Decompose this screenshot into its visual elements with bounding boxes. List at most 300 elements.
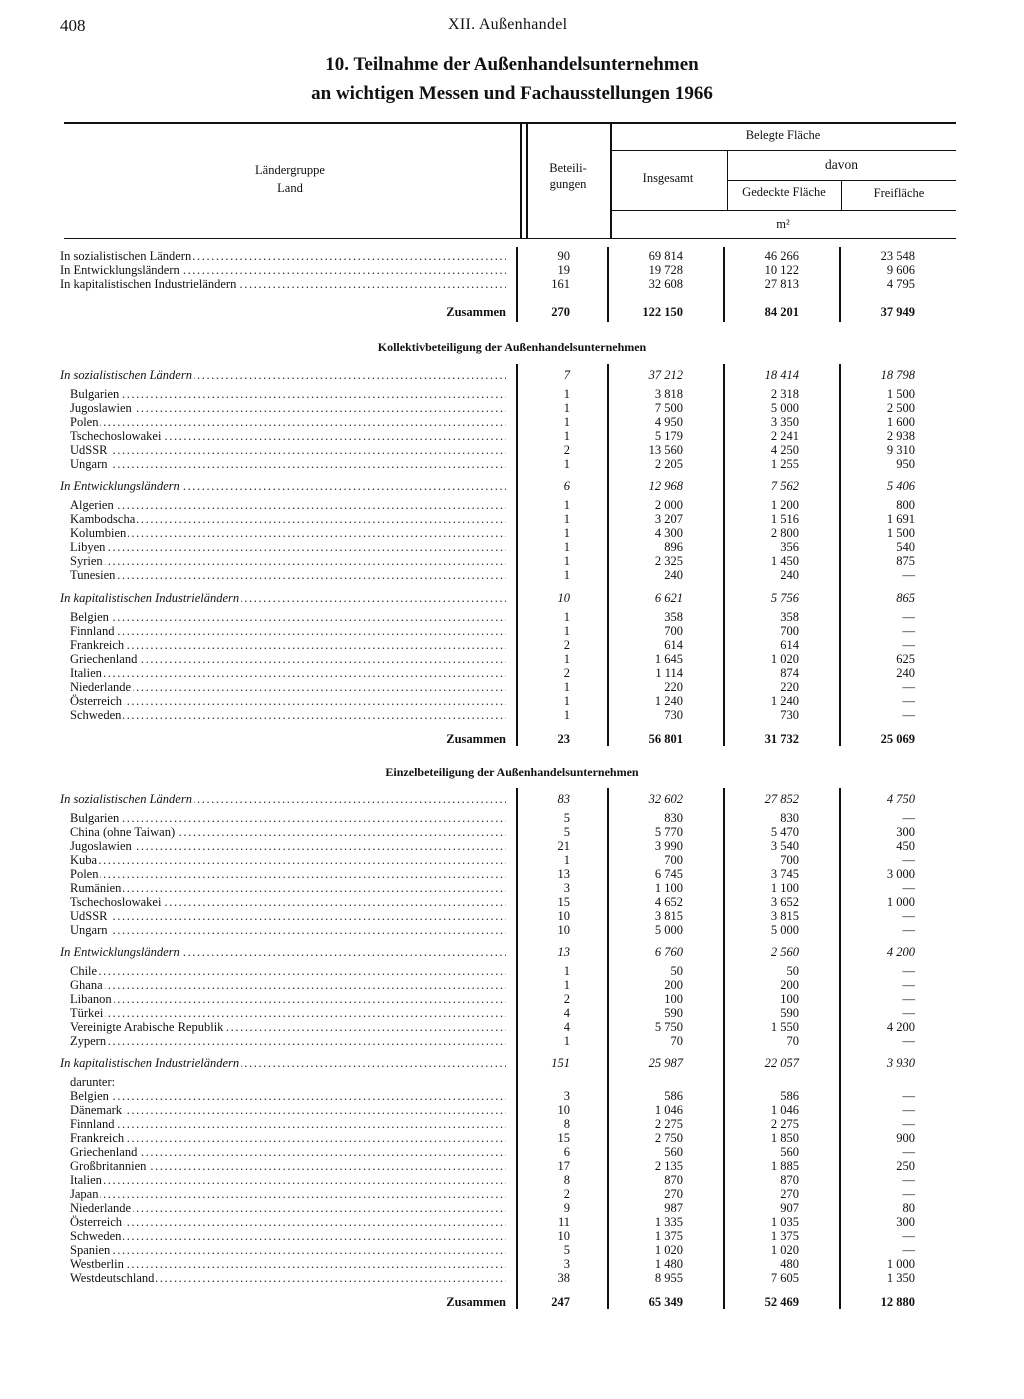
value-beteiligungen: 161 [551, 277, 570, 291]
value-gedeckte-flaeche: 730 [780, 708, 799, 722]
row-label: Rumänien [70, 881, 122, 895]
value-gedeckte-flaeche: 830 [780, 811, 799, 825]
value-gedeckte-flaeche: 5 470 [770, 825, 799, 839]
row-label: Japan [70, 1187, 99, 1201]
value-beteiligungen: 1 [563, 415, 570, 429]
leader-dots [70, 867, 506, 881]
row-label: Tschechoslowakei [70, 895, 162, 909]
total-row [0, 1295, 1024, 1309]
value-gedeckte-flaeche: 3 815 [770, 909, 799, 923]
value-insgesamt: 4 652 [654, 895, 683, 909]
value-insgesamt: 200 [664, 978, 683, 992]
table-row [0, 1201, 1024, 1215]
total-row [0, 305, 1024, 319]
group-row [0, 1056, 1024, 1070]
value-insgesamt: 1 375 [654, 1229, 683, 1243]
value-freiflaeche: 1 000 [886, 1257, 915, 1271]
value-freiflaeche: 1 500 [886, 387, 915, 401]
value-beteiligungen: 4 [563, 1020, 570, 1034]
row-label: Dänemark [70, 1103, 123, 1117]
value-gedeckte-flaeche: 590 [780, 1006, 799, 1020]
row-label: Bulgarien [70, 811, 120, 825]
value-insgesamt: 2 325 [654, 554, 683, 568]
row-label: Finnland [70, 624, 115, 638]
leader-dots [70, 443, 506, 457]
value-freiflaeche: — [902, 1117, 915, 1131]
value-beteiligungen: 1 [563, 652, 570, 666]
row-label: In Entwicklungsländern [60, 945, 180, 959]
value-freiflaeche: — [902, 964, 915, 978]
value-insgesamt: 700 [664, 853, 683, 867]
value-gedeckte-flaeche: 100 [780, 992, 799, 1006]
table-row [0, 415, 1024, 429]
value-freiflaeche: 4 750 [886, 792, 915, 806]
value-beteiligungen: 23 [557, 732, 570, 746]
row-label: Tschechoslowakei [70, 429, 162, 443]
value-beteiligungen: 1 [563, 610, 570, 624]
value-freiflaeche: — [902, 881, 915, 895]
value-gedeckte-flaeche: 200 [780, 978, 799, 992]
table-row [0, 1229, 1024, 1243]
value-freiflaeche: 865 [896, 591, 915, 605]
value-gedeckte-flaeche: 7 562 [770, 479, 799, 493]
table-row [0, 1089, 1024, 1103]
section-heading-kollektiv: Kollektivbeteiligung der Außenhandelsunternehmen [377, 340, 647, 354]
value-gedeckte-flaeche: 220 [780, 680, 799, 694]
value-freiflaeche: — [902, 638, 915, 652]
value-gedeckte-flaeche: 46 266 [764, 249, 799, 263]
value-gedeckte-flaeche: 1 020 [770, 652, 799, 666]
value-beteiligungen: 1 [563, 694, 570, 708]
leader-dots [70, 1006, 506, 1020]
column-rule [839, 788, 841, 1309]
value-freiflaeche: 5 406 [886, 479, 915, 493]
row-label: Zypern [70, 1034, 107, 1048]
value-beteiligungen: 1 [563, 680, 570, 694]
table-row [0, 923, 1024, 937]
value-freiflaeche: 800 [896, 498, 915, 512]
value-gedeckte-flaeche: 356 [780, 540, 799, 554]
value-freiflaeche: 4 200 [886, 945, 915, 959]
value-beteiligungen: 1 [563, 554, 570, 568]
value-beteiligungen: 6 [563, 479, 570, 493]
value-beteiligungen: 2 [563, 443, 570, 457]
value-insgesamt: 220 [664, 680, 683, 694]
value-beteiligungen: 5 [563, 825, 570, 839]
table-row [0, 429, 1024, 443]
value-freiflaeche: 2 938 [886, 429, 915, 443]
header-divider [520, 122, 522, 238]
table-row [0, 526, 1024, 540]
value-insgesamt: 6 745 [654, 867, 683, 881]
value-insgesamt: 896 [664, 540, 683, 554]
value-freiflaeche: 250 [896, 1159, 915, 1173]
value-insgesamt: 56 801 [648, 732, 683, 746]
value-insgesamt: 1 480 [654, 1257, 683, 1271]
row-label: Jugoslawien [70, 401, 132, 415]
table-row [0, 708, 1024, 722]
value-beteiligungen: 13 [557, 867, 570, 881]
value-beteiligungen: 2 [563, 638, 570, 652]
value-freiflaeche: 950 [896, 457, 915, 471]
value-freiflaeche: — [902, 694, 915, 708]
row-label: Algerien [70, 498, 114, 512]
value-freiflaeche: — [902, 1243, 915, 1257]
value-gedeckte-flaeche: 31 732 [764, 732, 799, 746]
leader-dots [70, 881, 506, 895]
value-insgesamt: 3 815 [654, 909, 683, 923]
table-row [0, 680, 1024, 694]
value-beteiligungen: 1 [563, 429, 570, 443]
value-gedeckte-flaeche: 480 [780, 1257, 799, 1271]
leader-dots [70, 923, 506, 937]
row-label: China (ohne Taiwan) [70, 825, 176, 839]
value-beteiligungen: 1 [563, 708, 570, 722]
value-freiflaeche: — [902, 708, 915, 722]
value-freiflaeche: 9 606 [886, 263, 915, 277]
value-beteiligungen: 10 [557, 923, 570, 937]
value-beteiligungen: 5 [563, 811, 570, 825]
value-freiflaeche: — [902, 624, 915, 638]
column-rule [723, 364, 725, 746]
leader-dots [70, 666, 506, 680]
value-insgesamt: 3 818 [654, 387, 683, 401]
value-freiflaeche: — [902, 1229, 915, 1243]
row-label: Frankreich [70, 1131, 125, 1145]
leader-dots [70, 811, 506, 825]
value-gedeckte-flaeche: 1 240 [770, 694, 799, 708]
row-label: Jugoslawien [70, 839, 132, 853]
leader-dots [70, 708, 506, 722]
value-freiflaeche: — [902, 1089, 915, 1103]
value-gedeckte-flaeche: 3 652 [770, 895, 799, 909]
value-gedeckte-flaeche: 84 201 [764, 305, 799, 319]
leader-dots [70, 415, 506, 429]
row-label: darunter: [70, 1075, 116, 1089]
table-row [0, 978, 1024, 992]
leader-dots [70, 1173, 506, 1187]
table-row [0, 1187, 1024, 1201]
value-beteiligungen: 2 [563, 666, 570, 680]
group-row [0, 591, 1024, 605]
value-insgesamt: 32 602 [648, 792, 683, 806]
value-insgesamt: 1 645 [654, 652, 683, 666]
value-freiflaeche: — [902, 978, 915, 992]
row-label: Frankreich [70, 638, 125, 652]
leader-dots [70, 387, 506, 401]
table-row [0, 443, 1024, 457]
row-label: Zusammen [446, 732, 506, 746]
group-row [0, 945, 1024, 959]
leader-dots [70, 401, 506, 415]
value-freiflaeche: — [902, 1103, 915, 1117]
leader-dots [70, 1229, 506, 1243]
value-insgesamt: 7 500 [654, 401, 683, 415]
table-row [0, 624, 1024, 638]
col-header-land-2: Land [277, 181, 303, 195]
value-freiflaeche: 1 350 [886, 1271, 915, 1285]
value-beteiligungen: 10 [557, 909, 570, 923]
value-gedeckte-flaeche: 5 756 [770, 591, 799, 605]
column-rule [607, 364, 609, 746]
value-gedeckte-flaeche: 10 122 [764, 263, 799, 277]
row-label: Niederlande [70, 680, 132, 694]
value-gedeckte-flaeche: 870 [780, 1173, 799, 1187]
value-gedeckte-flaeche: 586 [780, 1089, 799, 1103]
column-rule [839, 247, 841, 322]
value-beteiligungen: 10 [557, 591, 570, 605]
header-rule [610, 150, 956, 151]
column-rule [723, 788, 725, 1309]
value-beteiligungen: 6 [563, 1145, 570, 1159]
value-insgesamt: 4 950 [654, 415, 683, 429]
column-rule [607, 247, 609, 322]
value-insgesamt: 6 621 [654, 591, 683, 605]
value-beteiligungen: 8 [563, 1173, 570, 1187]
table-row [0, 1243, 1024, 1257]
value-freiflaeche: — [902, 923, 915, 937]
row-label: In sozialistischen Ländern [60, 249, 192, 263]
row-label: Vereinigte Arabische Republik [70, 1020, 224, 1034]
value-freiflaeche: — [902, 1145, 915, 1159]
leader-dots [70, 1215, 506, 1229]
col-header-belegte-flaeche: Belegte Fläche [745, 128, 821, 142]
value-gedeckte-flaeche: 7 605 [770, 1271, 799, 1285]
leader-dots [70, 526, 506, 540]
table-row [0, 825, 1024, 839]
value-beteiligungen: 1 [563, 853, 570, 867]
leader-dots [70, 1117, 506, 1131]
value-insgesamt: 1 020 [654, 1243, 683, 1257]
leader-dots [70, 680, 506, 694]
value-beteiligungen: 1 [563, 964, 570, 978]
row-label: Libyen [70, 540, 106, 554]
value-freiflaeche: 450 [896, 839, 915, 853]
value-gedeckte-flaeche: 1 020 [770, 1243, 799, 1257]
value-gedeckte-flaeche: 4 250 [770, 443, 799, 457]
value-insgesamt: 2 275 [654, 1117, 683, 1131]
col-header-gedeckte-flaeche: Gedeckte Fläche [742, 185, 826, 199]
table-row [0, 1117, 1024, 1131]
table-row [0, 610, 1024, 624]
value-gedeckte-flaeche: 1 850 [770, 1131, 799, 1145]
row-label: In Entwicklungsländern [60, 479, 180, 493]
header-rule [610, 210, 956, 211]
leader-dots [70, 498, 506, 512]
row-label: Italien [70, 666, 102, 680]
value-gedeckte-flaeche: 358 [780, 610, 799, 624]
value-beteiligungen: 1 [563, 387, 570, 401]
leader-dots [70, 1243, 506, 1257]
value-insgesamt: 13 560 [648, 443, 683, 457]
value-freiflaeche: 18 798 [880, 368, 915, 382]
value-freiflaeche: 300 [896, 825, 915, 839]
value-insgesamt: 5 000 [654, 923, 683, 937]
value-beteiligungen: 15 [557, 895, 570, 909]
value-freiflaeche: 540 [896, 540, 915, 554]
value-beteiligungen: 1 [563, 1034, 570, 1048]
value-freiflaeche: — [902, 909, 915, 923]
value-gedeckte-flaeche: 2 800 [770, 526, 799, 540]
row-label: Kolumbien [70, 526, 127, 540]
leader-dots [70, 624, 506, 638]
value-freiflaeche: 4 200 [886, 1020, 915, 1034]
value-insgesamt: 870 [664, 1173, 683, 1187]
value-freiflaeche: — [902, 811, 915, 825]
group-row [0, 792, 1024, 806]
value-beteiligungen: 3 [563, 1089, 570, 1103]
value-freiflaeche: — [902, 1034, 915, 1048]
value-freiflaeche: 3 000 [886, 867, 915, 881]
value-freiflaeche: 4 795 [886, 277, 915, 291]
col-header-davon: davon [825, 157, 858, 172]
row-label: Ungarn [70, 923, 108, 937]
value-gedeckte-flaeche: 240 [780, 568, 799, 582]
value-insgesamt: 830 [664, 811, 683, 825]
leader-dots [70, 1103, 506, 1117]
table-row [0, 839, 1024, 853]
value-freiflaeche: — [902, 680, 915, 694]
table-row [0, 881, 1024, 895]
value-beteiligungen: 4 [563, 1006, 570, 1020]
row-label: UdSSR [70, 443, 108, 457]
value-gedeckte-flaeche: 270 [780, 1187, 799, 1201]
group-row [0, 368, 1024, 382]
value-freiflaeche: — [902, 1006, 915, 1020]
row-label: In kapitalistischen Industrieländern [60, 591, 240, 605]
row-label: UdSSR [70, 909, 108, 923]
table-row [0, 638, 1024, 652]
value-insgesamt: 100 [664, 992, 683, 1006]
value-gedeckte-flaeche: 1 450 [770, 554, 799, 568]
value-gedeckte-flaeche: 1 885 [770, 1159, 799, 1173]
value-insgesamt: 586 [664, 1089, 683, 1103]
value-insgesamt: 2 000 [654, 498, 683, 512]
value-beteiligungen: 38 [557, 1271, 570, 1285]
value-freiflaeche: — [902, 992, 915, 1006]
row-label: Österreich [70, 1215, 123, 1229]
table-row [0, 554, 1024, 568]
row-label: Polen [70, 867, 99, 881]
row-label: Chile [70, 964, 98, 978]
leader-dots [70, 457, 506, 471]
leader-dots [70, 1131, 506, 1145]
value-insgesamt: 50 [670, 964, 683, 978]
row-label: Schweden [70, 1229, 122, 1243]
value-gedeckte-flaeche: 1 550 [770, 1020, 799, 1034]
row-label: Kuba [70, 853, 98, 867]
row-label: Kambodscha [70, 512, 136, 526]
row-label: Zusammen [446, 305, 506, 319]
group-row [0, 479, 1024, 493]
col-header-unit: m² [776, 217, 790, 231]
value-freiflaeche: 9 310 [886, 443, 915, 457]
value-insgesamt: 65 349 [648, 1295, 683, 1309]
value-gedeckte-flaeche: 1 200 [770, 498, 799, 512]
leader-dots [70, 1034, 506, 1048]
value-insgesamt: 32 608 [648, 277, 683, 291]
table-row [0, 694, 1024, 708]
row-label: Finnland [70, 1117, 115, 1131]
value-insgesamt: 590 [664, 1006, 683, 1020]
value-gedeckte-flaeche: 1 375 [770, 1229, 799, 1243]
row-label: Westdeutschland [70, 1271, 155, 1285]
table-row [0, 811, 1024, 825]
value-beteiligungen: 247 [551, 1295, 570, 1309]
row-label: Niederlande [70, 1201, 132, 1215]
value-beteiligungen: 1 [563, 457, 570, 471]
row-label: Italien [70, 1173, 102, 1187]
value-insgesamt: 12 968 [648, 479, 683, 493]
value-beteiligungen: 2 [563, 992, 570, 1006]
table-row [0, 263, 1024, 277]
table-row [0, 277, 1024, 291]
value-gedeckte-flaeche: 22 057 [764, 1056, 799, 1070]
value-insgesamt: 1 335 [654, 1215, 683, 1229]
row-label: In sozialistischen Ländern [60, 368, 192, 382]
value-freiflaeche: 2 500 [886, 401, 915, 415]
leader-dots [70, 638, 506, 652]
table-row [0, 1159, 1024, 1173]
row-label: In kapitalistischen Industrieländern [60, 1056, 240, 1070]
value-beteiligungen: 1 [563, 498, 570, 512]
value-gedeckte-flaeche: 1 046 [770, 1103, 799, 1117]
leader-dots [70, 853, 506, 867]
value-beteiligungen: 17 [557, 1159, 570, 1173]
value-gedeckte-flaeche: 2 275 [770, 1117, 799, 1131]
row-label: Polen [70, 415, 99, 429]
row-label: Türkei [70, 1006, 104, 1020]
row-label: Griechenland [70, 1145, 138, 1159]
value-freiflaeche: 25 069 [880, 732, 915, 746]
table-row [0, 964, 1024, 978]
value-beteiligungen: 83 [557, 792, 570, 806]
value-insgesamt: 37 212 [648, 368, 683, 382]
table-title-line-2: an wichtigen Messen und Fachausstellungen 1966 [311, 83, 713, 104]
table-row [0, 1034, 1024, 1048]
leader-dots [70, 554, 506, 568]
value-insgesamt: 69 814 [648, 249, 683, 263]
value-insgesamt: 270 [664, 1187, 683, 1201]
value-freiflaeche: 900 [896, 1131, 915, 1145]
table-row [0, 1075, 1024, 1089]
value-freiflaeche: 12 880 [880, 1295, 915, 1309]
chapter-title: XII. Außenhandel [448, 16, 568, 33]
value-insgesamt: 1 114 [655, 666, 683, 680]
value-insgesamt: 700 [664, 624, 683, 638]
value-freiflaeche: 875 [896, 554, 915, 568]
value-insgesamt: 1 100 [654, 881, 683, 895]
row-label: Ghana [70, 978, 103, 992]
table-row [0, 867, 1024, 881]
leader-dots [70, 964, 506, 978]
value-freiflaeche: 37 949 [880, 305, 915, 319]
value-beteiligungen: 151 [551, 1056, 570, 1070]
value-beteiligungen: 9 [563, 1201, 570, 1215]
value-gedeckte-flaeche: 3 350 [770, 415, 799, 429]
value-gedeckte-flaeche: 18 414 [764, 368, 799, 382]
value-beteiligungen: 2 [563, 1187, 570, 1201]
table-row [0, 1215, 1024, 1229]
row-label: Libanon [70, 992, 112, 1006]
value-gedeckte-flaeche: 874 [780, 666, 799, 680]
table-row [0, 498, 1024, 512]
table-row [0, 387, 1024, 401]
value-beteiligungen: 5 [563, 1243, 570, 1257]
row-label: Syrien [70, 554, 103, 568]
col-header-freiflaeche: Freifläche [873, 186, 925, 200]
value-freiflaeche: 3 930 [886, 1056, 915, 1070]
